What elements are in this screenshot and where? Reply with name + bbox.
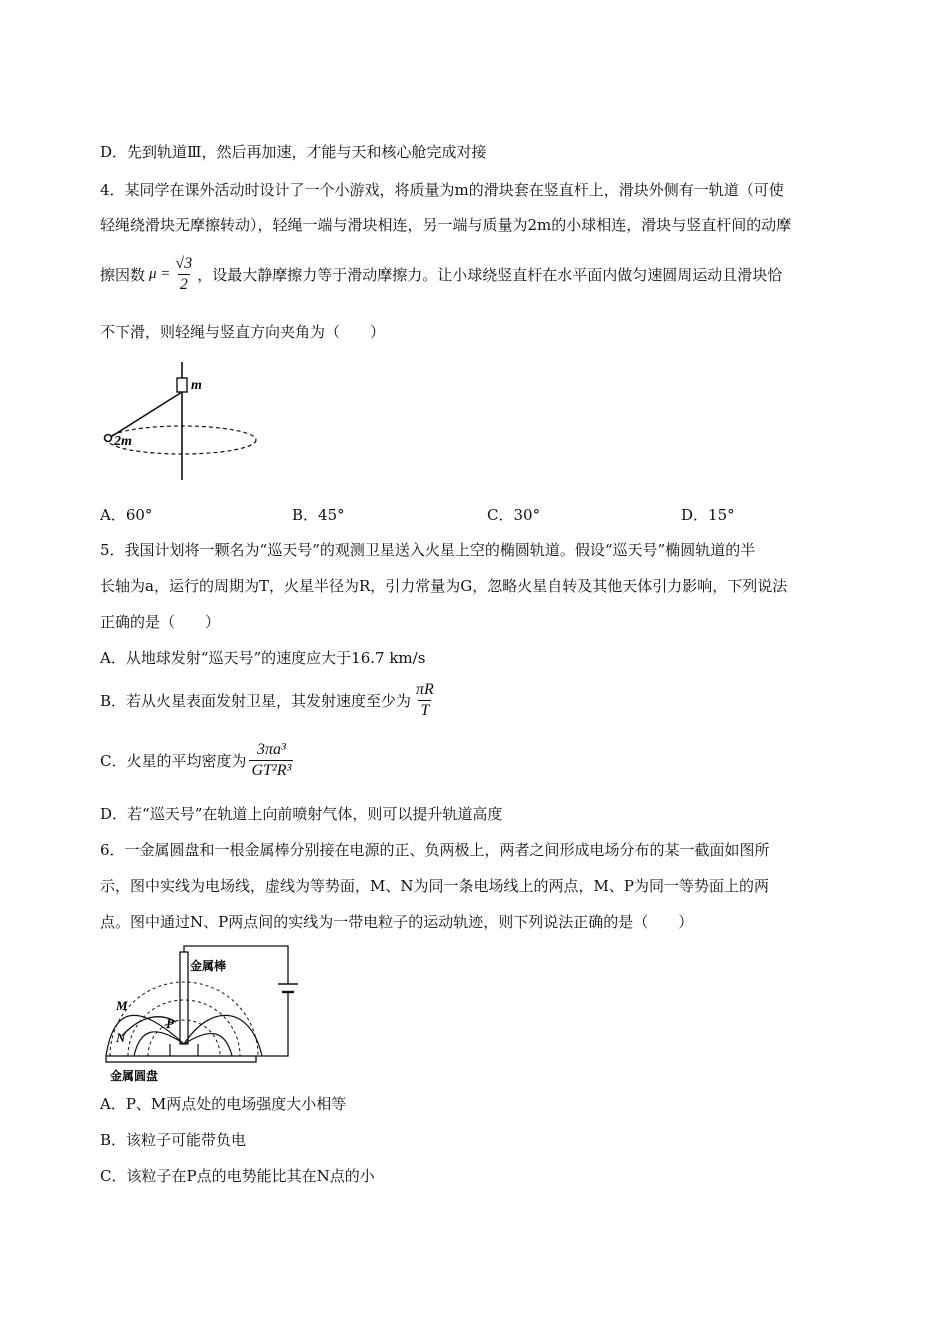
q5-b-numerator: πR — [416, 681, 434, 698]
q6-option-c: C．该粒子在P点的电势能比其在N点的小 — [100, 1167, 375, 1185]
q4-option-a: A．60° — [100, 506, 153, 524]
q4-text-3 — [100, 254, 782, 295]
q5-option-c — [100, 740, 296, 781]
q4-text-3b: ，设最大静摩擦力等于滑动摩擦力。让小球绕竖直杆在水平面内做匀速圆周运动且滑块恰 — [197, 266, 783, 284]
metal-disk — [106, 1056, 256, 1062]
ball — [105, 435, 112, 442]
q5-text-3: 正确的是（ ） — [100, 613, 221, 631]
q4-text-2: 轻绳绕滑块无摩擦转动），轻绳一端与滑块相连，另一端与质量为2m的小球相连，滑块与竖直杆间的动摩 — [100, 216, 792, 234]
mu-fraction — [173, 254, 194, 295]
label-M: M — [116, 998, 128, 1013]
label-m: m — [191, 378, 202, 393]
field-line-4 — [184, 1034, 232, 1056]
q5-option-b — [100, 680, 439, 721]
q5-c-numerator: 3πa³ — [256, 741, 286, 758]
q4-text-3a: 擦因数 — [100, 266, 146, 284]
wire-bottom — [256, 992, 288, 1056]
label-2m: 2m — [114, 434, 132, 449]
q4-option-c: C．30° — [487, 506, 541, 524]
q4-option-d: D．15° — [681, 506, 735, 524]
q6-figure — [100, 944, 300, 1084]
label-N: N — [116, 1030, 126, 1045]
label-rod: 金属棒 — [190, 959, 227, 973]
q4-figure — [98, 360, 268, 484]
mu-symbol: μ = — [149, 266, 171, 282]
q4-text-1: 4．某同学在课外活动时设计了一个小游戏，将质量为m的滑块套在竖直杆上，滑块外侧有一轨道（可使 — [100, 181, 784, 199]
q5-c-fraction — [249, 740, 293, 781]
q4-text-4: 不下滑，则轻绳与竖直方向夹角为（ ） — [100, 323, 386, 341]
q5-option-c-text: C．火星的平均密度为 — [100, 752, 247, 770]
q5-option-a: A．从地球发射“巡天号”的速度应大于16.7 km/s — [100, 649, 426, 667]
q3-option-d: D．先到轨道Ⅲ，然后再加速，才能与天和核心舱完成对接 — [100, 143, 487, 161]
q4-option-b: B．45° — [292, 506, 345, 524]
metal-rod — [180, 952, 188, 1044]
q6-text-1: 6．一金属圆盘和一根金属棒分别接在电源的正、负两极上，两者之间形成电场分布的某一截面如图所 — [100, 841, 770, 859]
q5-text-1: 5．我国计划将一颗名为“巡天号”的观测卫星送入火星上空的椭圆轨道。假设“巡天号”椭圆轨道的半 — [100, 541, 756, 559]
q5-b-denominator: T — [420, 702, 430, 719]
q5-c-denominator: GT²R³ — [251, 762, 292, 779]
label-P: P — [166, 1016, 174, 1031]
mu-numerator: √3 — [175, 255, 193, 272]
q5-b-fraction — [414, 680, 436, 721]
string — [109, 392, 182, 438]
q5-option-d: D．若“巡天号”在轨道上向前喷射气体，则可以提升轨道高度 — [100, 805, 503, 823]
q5-text-2: 长轴为a，运行的周期为T，火星半径为R，引力常量为G，忽略火星自转及其他天体引力影响，下列说法 — [100, 577, 788, 595]
q6-text-3: 点。图中通过N、P两点间的实线为一带电粒子的运动轨迹，则下列说法正确的是（ ） — [100, 913, 694, 931]
mu-denominator: 2 — [179, 276, 188, 293]
q6-text-2: 示，图中实线为电场线，虚线为等势面，M、N为同一条电场线上的两点，M、P为同一等势面上的两 — [100, 877, 769, 895]
q5-option-b-text: B．若从火星表面发射卫星，其发射速度至少为 — [100, 692, 412, 710]
slider-block — [177, 378, 187, 392]
field-line-2 — [134, 1032, 184, 1056]
label-disk: 金属圆盘 — [110, 1069, 159, 1083]
q6-option-b: B．该粒子可能带负电 — [100, 1131, 247, 1149]
q6-option-a: A．P、M两点处的电场强度大小相等 — [100, 1095, 347, 1113]
